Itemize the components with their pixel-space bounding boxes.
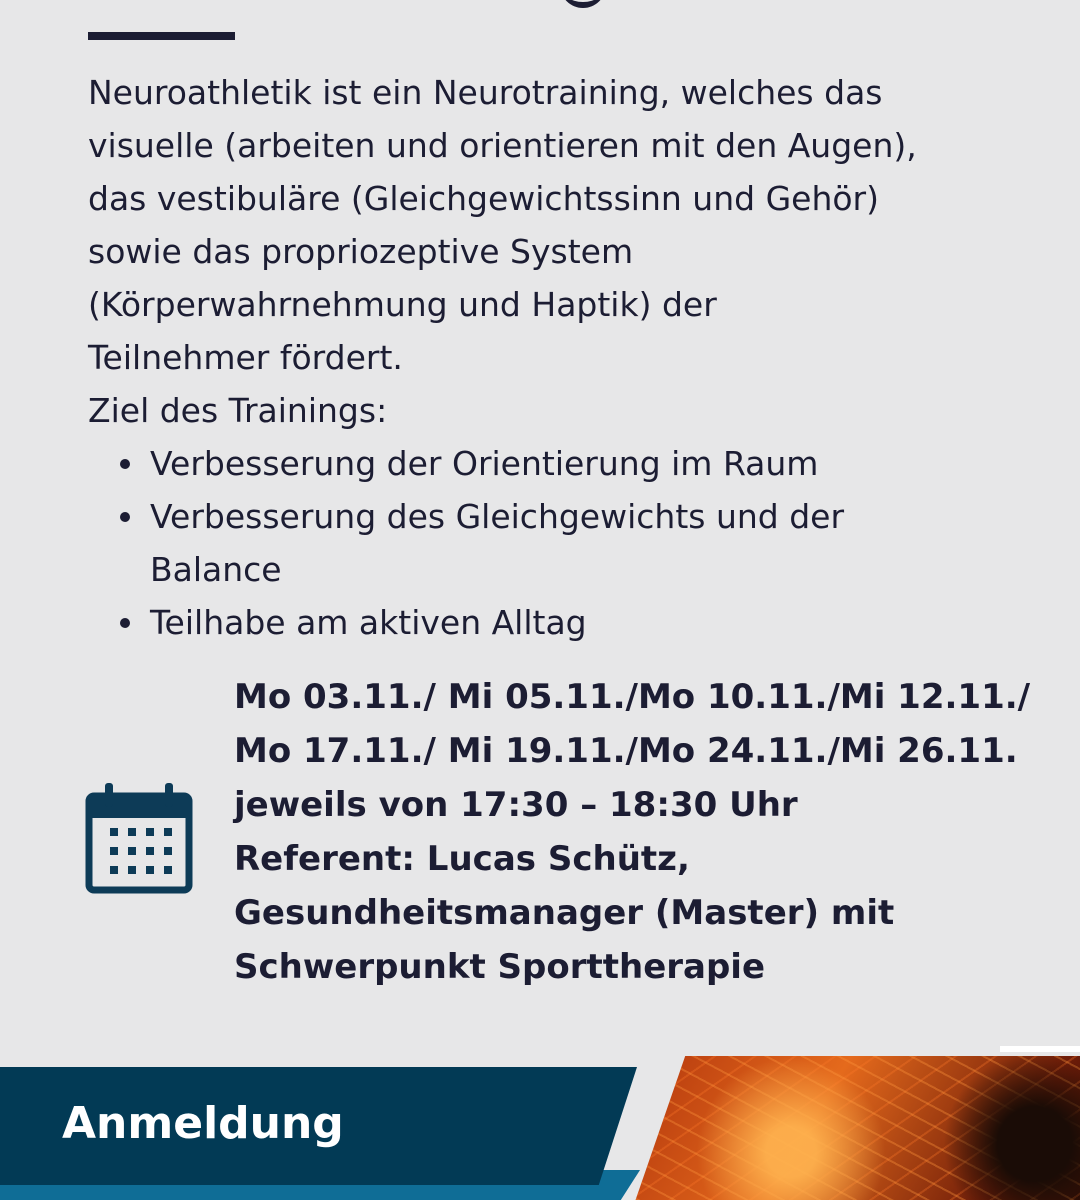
time-line: jeweils von 17:30 – 18:30 Uhr	[234, 785, 798, 825]
intro-line: (Körperwahrnehmung und Haptik) der	[88, 285, 717, 324]
goals-list	[88, 437, 1048, 649]
goal-item: Teilhabe am aktiven Alltag	[88, 596, 1048, 649]
intro-line: sowie das propriozeptive System	[88, 232, 634, 271]
goals-heading: Ziel des Trainings:	[88, 391, 388, 430]
register-label[interactable]: Anmeldung	[62, 1098, 344, 1149]
neuron-photo	[630, 1056, 1080, 1200]
goal-item: Verbesserung des Gleichgewichts und der Balance	[88, 490, 1048, 596]
intro-line: visuelle (arbeiten und orientieren mit den Augen),	[88, 126, 917, 165]
intro-line: das vestibuläre (Gleichgewichtssinn und Gehör)	[88, 179, 879, 218]
speaker-title-line-1: Gesundheitsmanager (Master) mit	[234, 893, 895, 933]
goal-item: Verbesserung der Orientierung im Raum	[88, 437, 1048, 490]
dates-line-2: Mo 17.11./ Mi 19.11./Mo 24.11./Mi 26.11.	[234, 731, 1018, 771]
calendar-icon	[85, 782, 193, 894]
intro-line: Neuroathletik ist ein Neurotraining, welches das	[88, 73, 883, 112]
corner-decoration	[1000, 1046, 1080, 1052]
speaker-title-line-2: Schwerpunkt Sporttherapie	[234, 947, 766, 987]
dates-line-1: Mo 03.11./ Mi 05.11./Mo 10.11./Mi 12.11./	[234, 677, 1031, 717]
intro-line: Teilnehmer fördert.	[88, 338, 403, 377]
event-details	[234, 670, 1054, 994]
footer-banner	[0, 1040, 1080, 1200]
intro-text	[88, 66, 1048, 437]
title-text-fragment	[560, 0, 606, 8]
speaker-line: Referent: Lucas Schütz,	[234, 839, 690, 879]
accent-bar	[88, 32, 235, 40]
